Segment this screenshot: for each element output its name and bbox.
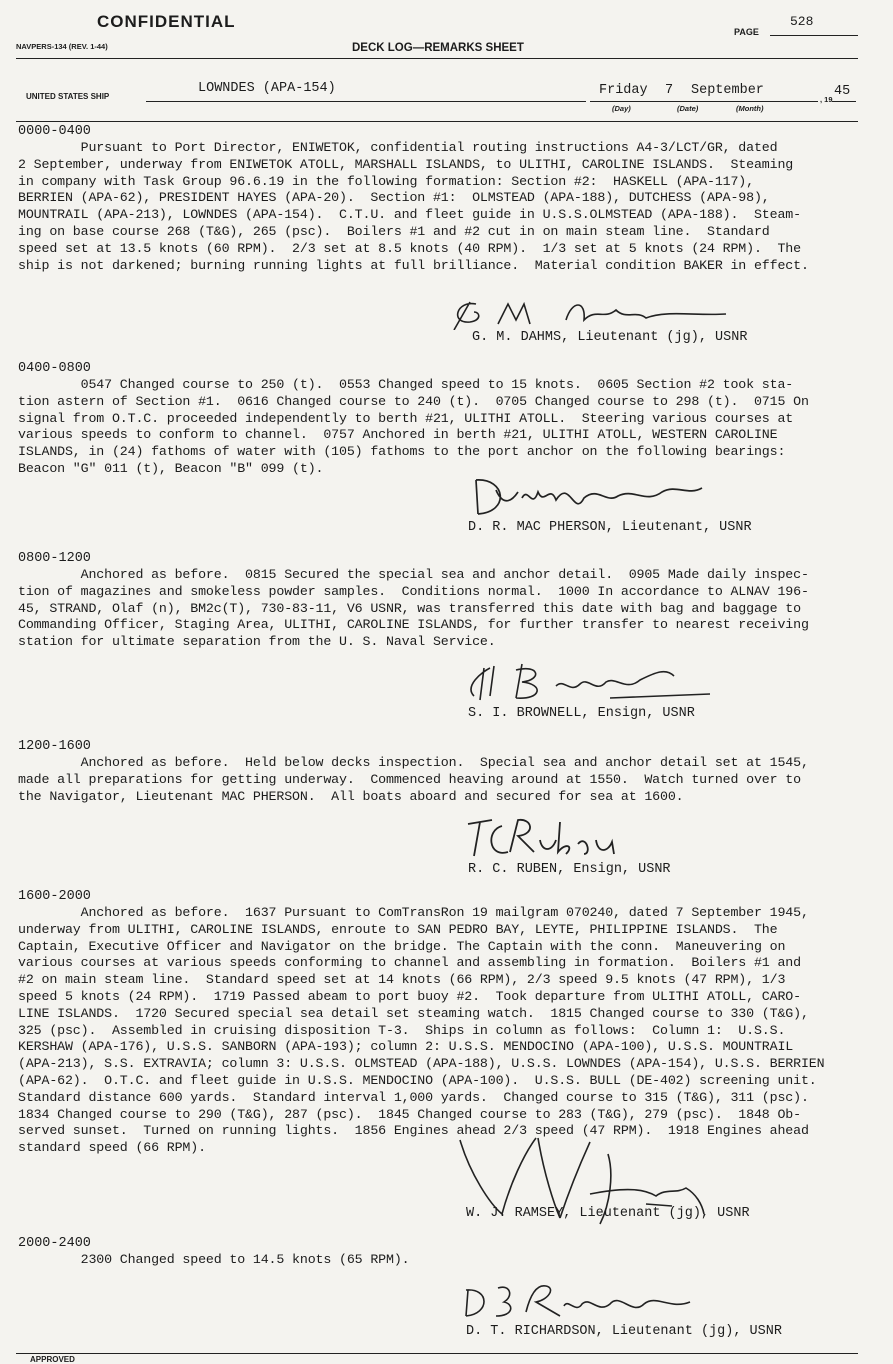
watch-period: 1200-1600	[18, 739, 91, 754]
watch-period: 2000-2400	[18, 1236, 91, 1251]
sheet-title: DECK LOG—REMARKS SHEET	[352, 42, 524, 54]
watch-remarks: Anchored as before. 0815 Secured the special sea and anchor detail. 0905 Made daily inspec- tion of magazines and smokeless powder samples. Conditions normal. 1000 In accordance to ALNAV 196- 45, STRAND, Olaf (n), BM2c(T), 730-83-11, V6 USNR, was transferred this date with bag and baggage to Commanding Officer, Staging Area, ULITHI, CAROLINE ISLANDS, for further transfer to nearest receiving station for ultimate separation from the U. S. Naval Service.	[18, 567, 809, 650]
date-caption: (Date)	[677, 104, 699, 113]
watch-entry	[18, 738, 809, 805]
date-line	[590, 101, 818, 102]
watch-entry	[18, 550, 809, 651]
watch-remarks: Anchored as before. 1637 Pursuant to ComTransRon 19 mailgram 070240, dated 7 September 1945, underway from ULITHI, CAROLINE ISLANDS, enroute to SAN PEDRO BAY, LEYTE, PHILIPPINE ISLANDS. The Captain, Executive Officer and Navigator on the bridge. The Captain with the conn. Maneuvering on various courses at various speeds conforming to channel and assembling in formation. Boilers #1 and #2 on main steam line. Standard speed set at 14 knots (66 RPM), 2/3 speed 9.5 knots (47 RPM), 1/3 speed 5 knots (24 RPM). 1719 Passed abeam to port buoy #2. Took departure from ULITHI ATOLL, CARO- LINE ISLANDS. 1720 Secured special sea detail set steaming watch. 1815 Changed course to 330 (T&G), 325 (psc). Assembled in cruising disposition T-3. Ships in column as follows: Column 1: U.S.S. KERSHAW (APA-176), U.S.S. SANBORN (APA-193); column 2: U.S.S. MENDOCINO (APA-100), U.S.S. MOUNTRAIL (APA-213), S.S. EXTRAVIA; column 3: U.S.S. OLMSTEAD (APA-188), U.S.S. LOWNDES (APA-154), U.S.S. BERRIEN (APA-62). O.T.C. and fleet guide in U.S.S. MENDOCINO (APA-100). U.S.S. BULL (DE-402) screening unit. Standard distance 600 yards. Standard interval 1,000 yards. Changed course to 315 (T&G), 311 (psc). 1834 Changed course to 290 (T&G), 287 (psc). 1845 Changed course to 283 (T&G), 279 (psc). 1848 Ob- served sunset. Turned on running lights. 1856 Engines ahead 2/3 speed (47 RPM). 1918 Engines ahead standard speed (66 RPM).	[18, 905, 825, 1156]
officer-name: W. J. RAMSEY, Lieutenant (jg), USNR	[466, 1206, 750, 1221]
officer-name: G. M. DAHMS, Lieutenant (jg), USNR	[472, 330, 748, 345]
signature-block	[460, 1276, 800, 1346]
watch-entry	[18, 123, 809, 274]
log-year: 45	[834, 84, 851, 99]
watch-entry	[18, 1235, 409, 1269]
watch-remarks: 2300 Changed speed to 14.5 knots (65 RPM).	[18, 1252, 410, 1267]
signature-block	[440, 1134, 780, 1234]
page-number: 528	[790, 14, 814, 29]
handwritten-signature	[462, 812, 632, 862]
footer-rule	[16, 1353, 858, 1354]
log-day: Friday	[599, 83, 648, 98]
log-date: 7	[665, 83, 674, 98]
watch-period: 0400-0800	[18, 361, 91, 376]
officer-name: D. T. RICHARDSON, Lieutenant (jg), USNR	[466, 1324, 782, 1339]
ship-name-line	[146, 101, 586, 102]
page-number-line	[770, 35, 858, 36]
watch-period: 1600-2000	[18, 889, 91, 904]
date-rule	[16, 121, 858, 122]
watch-entry	[18, 360, 809, 478]
form-code: NAVPERS-134 (REV. 1-44)	[16, 42, 108, 51]
header-rule	[16, 58, 858, 59]
page-label: PAGE	[734, 27, 759, 37]
signature-block	[462, 812, 722, 882]
signature-block	[460, 656, 760, 726]
watch-remarks: Anchored as before. Held below decks inspection. Special sea and anchor detail set at 1545, made all preparations for getting underway. Commenced heaving around at 1550. Watch turned over to the Navigator, Lieutenant MAC PHERSON. All boats aboard and secured for sea at 1600.	[18, 755, 809, 804]
log-month: September	[691, 83, 764, 98]
month-caption: (Month)	[736, 104, 764, 113]
year-prefix: , 19	[820, 95, 833, 104]
officer-name: R. C. RUBEN, Ensign, USNR	[468, 862, 671, 877]
ship-label: UNITED STATES SHIP	[26, 92, 110, 101]
handwritten-signature	[466, 470, 706, 522]
year-line	[832, 101, 856, 102]
officer-name: S. I. BROWNELL, Ensign, USNR	[468, 706, 695, 721]
day-caption: (Day)	[612, 104, 631, 113]
watch-period: 0000-0400	[18, 124, 91, 139]
handwritten-signature	[460, 656, 720, 704]
signature-block	[440, 290, 770, 350]
officer-name: D. R. MAC PHERSON, Lieutenant, USNR	[468, 520, 752, 535]
handwritten-signature	[446, 290, 736, 330]
watch-remarks: Pursuant to Port Director, ENIWETOK, confidential routing instructions A4-3/LCT/GR, dated 2 September, underway from ENIWETOK ATOLL, MARSHALL ISLANDS, to ULITHI, CAROLINE ISLANDS. Steaming in company with Task Group 96.6.19 in the following formation: Section #2: HASKELL (APA-117), BERRIEN (APA-62), PRESIDENT HAYES (APA-20). Section #1: OLMSTEAD (APA-188), DUTCHESS (APA-98), MOUNTRAIL (APA-213), LOWNDES (APA-154). C.T.U. and fleet guide in U.S.S.OLMSTEAD (APA-188). Steam- ing on base course 268 (T&G), 265 (psc). Boilers #1 and #2 cut in on main steam line. Standard speed set at 13.5 knots (60 RPM). 2/3 set at 8.5 knots (40 RPM). 1/3 set at 5 knots (24 RPM). The ship is not darkened; burning running lights at full brilliance. Material condition BAKER in effect.	[18, 140, 809, 273]
ship-name: LOWNDES (APA-154)	[198, 81, 336, 96]
watch-period: 0800-1200	[18, 551, 91, 566]
handwritten-signature	[460, 1276, 700, 1322]
confidential-stamp: CONFIDENTIAL	[97, 12, 236, 31]
approved-label: APPROVED	[30, 1355, 75, 1364]
signature-block	[466, 470, 796, 540]
watch-entry	[18, 888, 824, 1157]
watch-remarks: 0547 Changed course to 250 (t). 0553 Changed speed to 15 knots. 0605 Section #2 took sta- tion astern of Section #1. 0616 Changed course to 240 (t). 0705 Changed course to 298 (t). 0715 On signal from O.T.C. proceeded independently to berth #21, ULITHI ATOLL. Steering various courses at various speeds to conform to channel. 0757 Anchored in berth #21, ULITHI ATOLL, WESTERN CAROLINE ISLANDS, in (24) fathoms of water with (105) fathoms to the port anchor on the following bearings: Beacon "G" 011 (t), Beacon "B" 099 (t).	[18, 377, 809, 476]
